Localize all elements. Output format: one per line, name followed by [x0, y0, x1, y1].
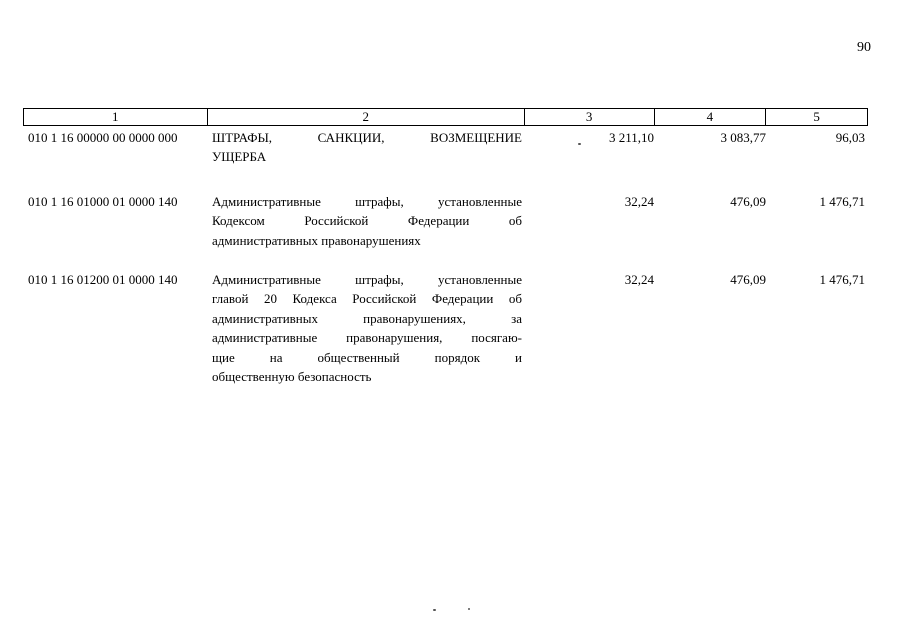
scan-speck — [578, 143, 581, 145]
header-col-5: 5 — [813, 109, 820, 124]
row-name-line: щие на общественный порядок и — [212, 349, 522, 365]
row-code: 010 1 16 00000 00 0000 000 — [28, 130, 178, 145]
row-col4: 476,09 — [730, 194, 766, 209]
row-name-line: главой 20 Кодекса Российской Федерации об — [212, 291, 522, 307]
page-number: 90 — [857, 40, 871, 55]
row-name-line: УЩЕРБА — [212, 149, 267, 165]
header-col-3: 3 — [525, 109, 655, 125]
row-code: 010 1 16 01200 01 0000 140 — [28, 272, 178, 287]
row-col3: 32,24 — [624, 272, 654, 287]
header-col-1: 1 — [24, 109, 208, 125]
row-col5: 1 476,71 — [819, 272, 865, 287]
row-col5: 96,03 — [835, 130, 865, 145]
scan-speck — [468, 608, 470, 610]
row-col5: 1 476,71 — [819, 194, 865, 209]
row-col4: 476,09 — [730, 272, 766, 287]
row-name — [212, 270, 522, 386]
row-col3: 3 211,10 — [608, 130, 654, 145]
row-col3: 32,24 — [624, 194, 654, 209]
row-name-line: Административные штрафы, установленные — [212, 194, 522, 209]
row-name — [212, 128, 522, 167]
row-name-line: ШТРАФЫ, САНКЦИИ, ВОЗМЕЩЕНИЕ — [212, 130, 522, 145]
header-col-2: 2 — [208, 109, 525, 125]
table-header — [23, 108, 868, 126]
row-col4: 3 083,77 — [720, 130, 766, 145]
row-name-line: общественную безопасность — [212, 369, 372, 385]
row-name-line: Кодексом Российской Федерации об — [212, 213, 522, 229]
row-name-line: административных правонарушениях — [212, 232, 421, 248]
row-name-line: административных правонарушениях, за — [212, 310, 522, 326]
row-name-line: административные правонарушения, посягаю- — [212, 330, 522, 346]
scan-speck — [433, 609, 436, 611]
header-col-4: 4 — [655, 109, 767, 125]
row-name-line: Административные штрафы, установленные — [212, 272, 522, 287]
row-name — [212, 192, 522, 250]
row-code: 010 1 16 01000 01 0000 140 — [28, 194, 178, 209]
